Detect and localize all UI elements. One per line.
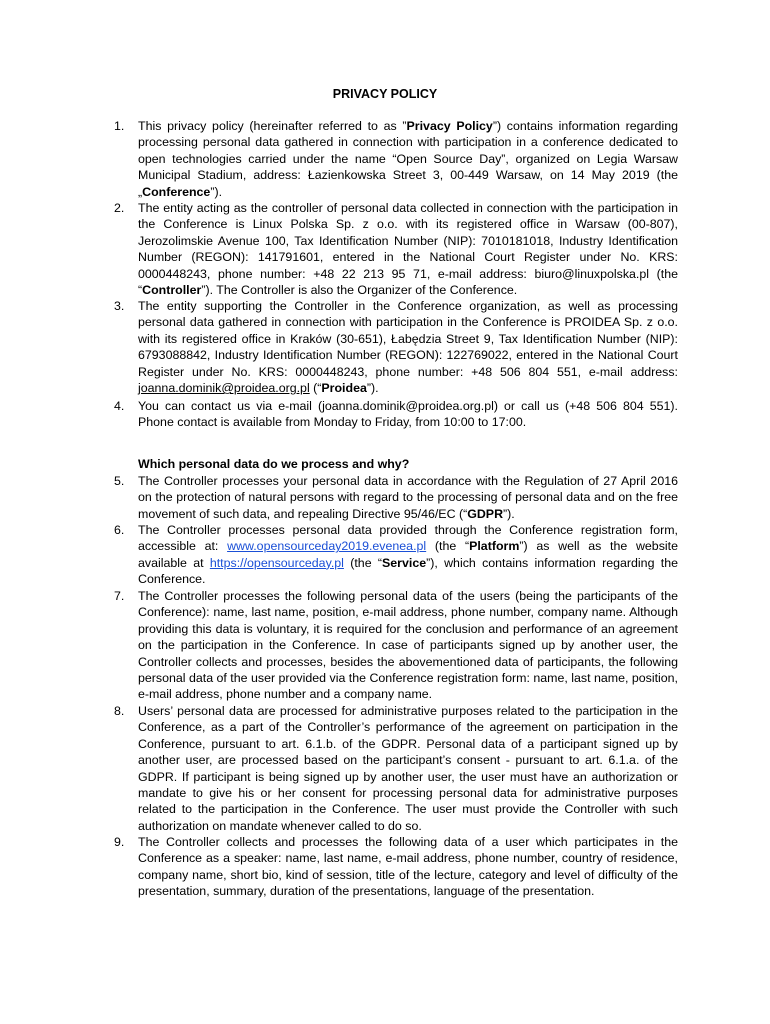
item-number: 9. xyxy=(114,835,125,849)
term-conference: Conference xyxy=(142,184,211,199)
item-number: 2. xyxy=(114,201,125,215)
item-number: 8. xyxy=(114,704,125,718)
term-proidea: Proidea xyxy=(321,381,367,396)
policy-item-3: 3. The entity supporting the Controller in the Conference organization, as well as processing personal data gathered in connection with participation in the Conference is PROIDEA Sp. z o.o. with its registered office in Kraków (30-651), Łabędzia Street 9, Tax Identification Number (NIP): 6793088842, Industry Identification Number (REGON): 122769022, entered in the National Court Register under No. KRS: 0000448243, phone number: +48 506 804 551, e-mail address: joanna.dominik@proidea.org.pl (“Proidea”). xyxy=(114,299,678,396)
service-link[interactable]: https://opensourceday.pl xyxy=(209,555,344,570)
item-number: 7. xyxy=(114,589,125,603)
policy-item-9: 9. The Controller collects and processes the following data of a user which participates in the Conference as a speaker: name, last name, e-mail address, phone number, country of residence, company name, short bio, kind of session, title of the lecture, category and level of difficulty of the presentation, summary, duration of the presentations, language of the presentation. xyxy=(114,835,678,899)
policy-item-8: 8. Users’ personal data are processed for administrative purposes related to the participation in the Conference, as a part of the Controller’s performance of the agreement on participation in the Conference, pursuant to art. 6.1.b. of the GDPR. Personal data of a participant signed up by another user, are processed based on the participant’s consent - pursuant to art. 6.1.a. of the GDPR. If participant is being signed up by another user, the user must have an authorization or mandate to give his or her consent for processing personal data for administrative purposes related to the participation in the Conference. The user must provide the Controller with such authorization on mandate whenever called to do so. xyxy=(114,704,678,833)
item-number: 3. xyxy=(114,299,125,313)
item-number: 4. xyxy=(114,399,125,413)
term-privacy-policy: Privacy Policy xyxy=(406,119,493,133)
platform-link[interactable]: www.opensourceday2019.evenea.pl xyxy=(227,539,427,554)
item-number: 1. xyxy=(114,119,125,133)
policy-item-1: 1. This privacy policy (hereinafter referred to as ”Privacy Policy”) contains information regarding processing personal data gathered in connection with participation in a conference dedicated to open technologies carried under the name “Open Source Day”, organized on Legia Warsaw Municipal Stadium, address: Łazienkowska Street 3, 00-449 Warsaw, on 14 May 2019 (the „Conference”). xyxy=(114,119,678,199)
term-service: Service xyxy=(382,555,427,570)
term-controller: Controller xyxy=(142,283,202,298)
item-number: 6. xyxy=(114,523,125,537)
policy-item-2: 2. The entity acting as the controller of personal data collected in connection with the participation in the Conference is Linux Polska Sp. z o.o. with its registered office in Warsaw (00-807), Jerozolimskie Avenue 100, Tax Identification Number (NIP): 7010181018, Industry Identification Number (REGON): 141791601, entered in the National Court Register under No. KRS: 0000448243, phone number: +48 22 213 95 71, e-mail address: biuro@linuxpolska.pl (the “Controller”). The Controller is also the Organizer of the Conference. xyxy=(114,201,678,298)
policy-item-5: 5. The Controller processes your personal data in accordance with the Regulation of 27 April 2016 on the protection of natural persons with regard to the processing of personal data and on the free movement of such data, and repealing Directive 95/46/EC (“GDPR”). xyxy=(114,474,678,521)
term-gdpr: GDPR xyxy=(467,506,504,521)
policy-item-7: 7. The Controller processes the following personal data of the users (being the participants of the Conference): name, last name, position, e-mail address, phone number, company name. Although providing this data is voluntary, it is required for the conclusion and performance of an agreement on the participation in the Conference. In case of participants signed up by another user, the Controller collects and processes, besides the abovementioned data of participants, the following personal data of the user provided via the Conference registration form: name, last name, position, e-mail address, phone number and a company name. xyxy=(114,589,678,702)
policy-item-6: 6. The Controller processes personal data provided through the Conference registration form, accessible at: www.opensourceday2019.evenea.pl (the “Platform”) as well as the website available at https://opensourceday.pl (the “Service”), which contains information regarding the Conference. xyxy=(114,523,678,587)
email-link-proidea[interactable]: joanna.dominik@proidea.org.pl xyxy=(138,381,310,396)
document-title: PRIVACY POLICY xyxy=(332,87,438,101)
policy-item-4: 4. You can contact us via e-mail (joanna.dominik@proidea.org.pl) or call us (+48 506 804 551). Phone contact is available from Monday to Friday, from 10:00 to 17:00. xyxy=(114,399,678,430)
section-heading: Which personal data do we process and why? xyxy=(138,457,410,471)
term-platform: Platform xyxy=(469,539,520,554)
item-number: 5. xyxy=(114,474,125,488)
